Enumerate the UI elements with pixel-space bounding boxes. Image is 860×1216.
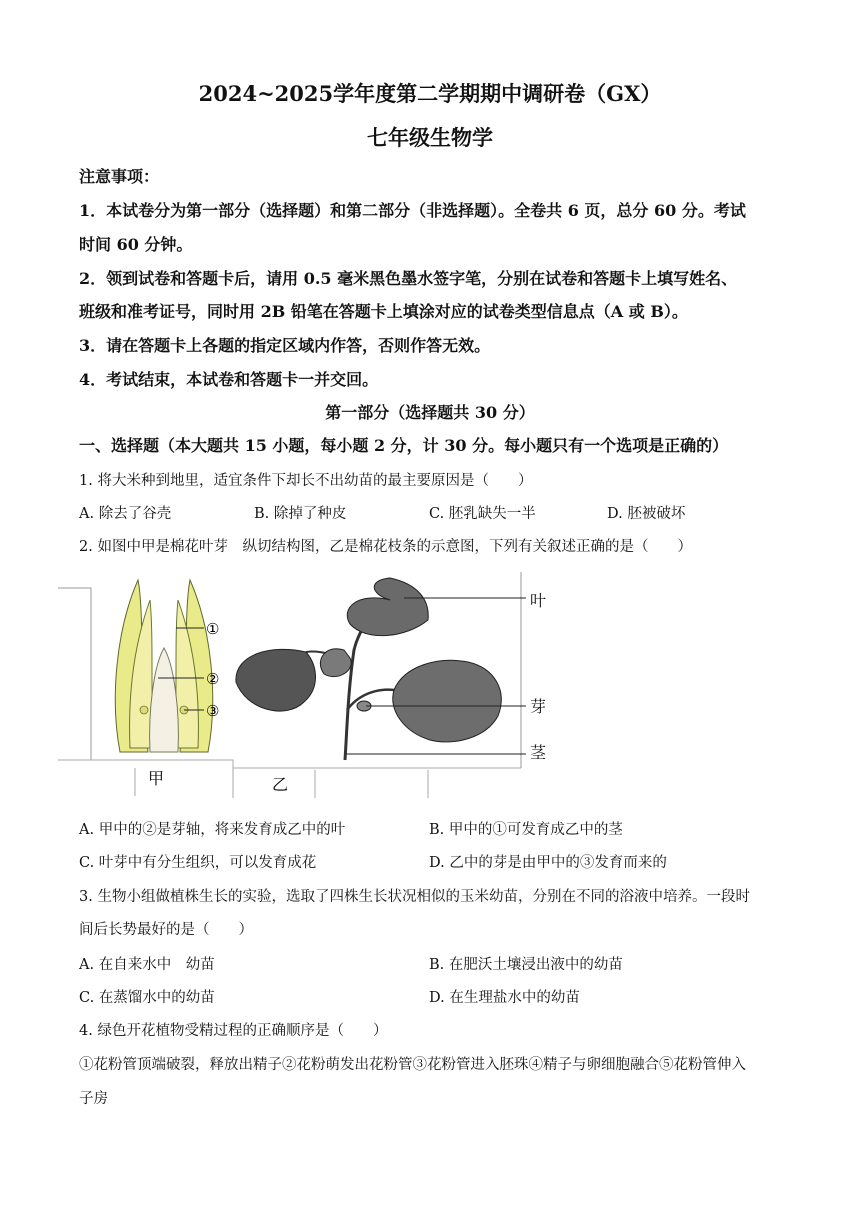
q2-option-b: B. 甲中的①可发育成乙中的茎 [429, 822, 623, 838]
label-bud: 芽 [530, 697, 547, 716]
q3-option-c: C. 在蒸馏水中的幼苗 [79, 990, 215, 1006]
note-1-line2: 时间 60 分钟。 [79, 235, 193, 254]
label-circle-2: ② [206, 670, 220, 688]
label-leaf: 叶 [530, 591, 547, 610]
q2-option-d: D. 乙中的芽是由甲中的③发育而来的 [429, 855, 667, 871]
note-1-line1: 1．本试卷分为第一部分（选择题）和第二部分（非选择题）。全卷共 6 页，总分 60 分。考试 [79, 201, 746, 220]
label-circle-1: ① [206, 620, 220, 638]
q2-figure [58, 570, 528, 800]
note-4: 4．考试结束，本试卷和答题卡一并交回。 [79, 370, 379, 389]
leaf-bud-diagram [115, 580, 212, 752]
label-yi: 乙 [272, 775, 289, 794]
section-heading: 一、选择题（本大题共 15 小题，每小题 2 分，计 30 分。每小题只有一个选项是正确的） [79, 436, 729, 455]
note-2-line2: 班级和准考证号，同时用 2B 铅笔在答题卡上填涂对应的试卷类型信息点（A 或 B）。 [79, 302, 688, 321]
q3-stem-line2: 间后长势最好的是（ ） [79, 922, 253, 938]
q4-stem: 4. 绿色开花植物受精过程的正确顺序是（ ） [79, 1023, 388, 1039]
q2-stem: 2. 如图中甲是棉花叶芽 纵切结构图，乙是棉花枝条的示意图，下列有关叙述正确的是（ ） [79, 539, 692, 555]
q2-option-a: A. 甲中的②是芽轴，将来发育成乙中的叶 [79, 822, 346, 838]
q3-option-b: B. 在肥沃土壤浸出液中的幼苗 [429, 957, 623, 973]
part1-heading: 第一部分（选择题共 30 分） [325, 403, 535, 422]
q2-option-c: C. 叶芽中有分生组织，可以发育成花 [79, 855, 317, 871]
q3-option-d: D. 在生理盐水中的幼苗 [429, 990, 580, 1006]
label-jia: 甲 [148, 769, 165, 788]
exam-title: 2024~2025学年度第二学期期中调研卷（GX） [198, 81, 662, 106]
notes-heading: 注意事项： [79, 167, 160, 186]
label-circle-3: ③ [206, 702, 220, 720]
q3-stem-line1: 3. 生物小组做植株生长的实验，选取了四株生长状况相似的玉米幼苗，分别在不同的浴液中培养。一段时 [79, 889, 750, 905]
q4-body-line1: ①花粉管顶端破裂，释放出精子②花粉萌发出花粉管③花粉管进入胚珠④精子与卵细胞融合⑤花粉管伸入 [79, 1057, 746, 1073]
q1-option-b: B. 除掉了种皮 [254, 506, 347, 522]
q1-stem: 1. 将大米种到地里，适宜条件下却长不出幼苗的最主要原因是（ ） [79, 473, 533, 489]
note-3: 3．请在答题卡上各题的指定区域内作答，否则作答无效。 [79, 336, 491, 355]
q4-body-line2: 子房 [79, 1091, 108, 1107]
cotton-branch-diagram [236, 578, 526, 760]
q2-figure-svg [58, 570, 528, 800]
q1-option-a: A. 除去了谷壳 [79, 506, 172, 522]
exam-subtitle: 七年级生物学 [367, 125, 493, 150]
q3-option-a: A. 在自来水中 幼苗 [79, 957, 215, 973]
q1-option-c: C. 胚乳缺失一半 [429, 506, 536, 522]
q1-option-d: D. 胚被破坏 [607, 506, 686, 522]
note-2-line1: 2．领到试卷和答题卡后，请用 0.5 毫米黑色墨水签字笔，分别在试卷和答题卡上填写姓名、 [79, 269, 738, 288]
label-stem: 茎 [530, 743, 547, 762]
